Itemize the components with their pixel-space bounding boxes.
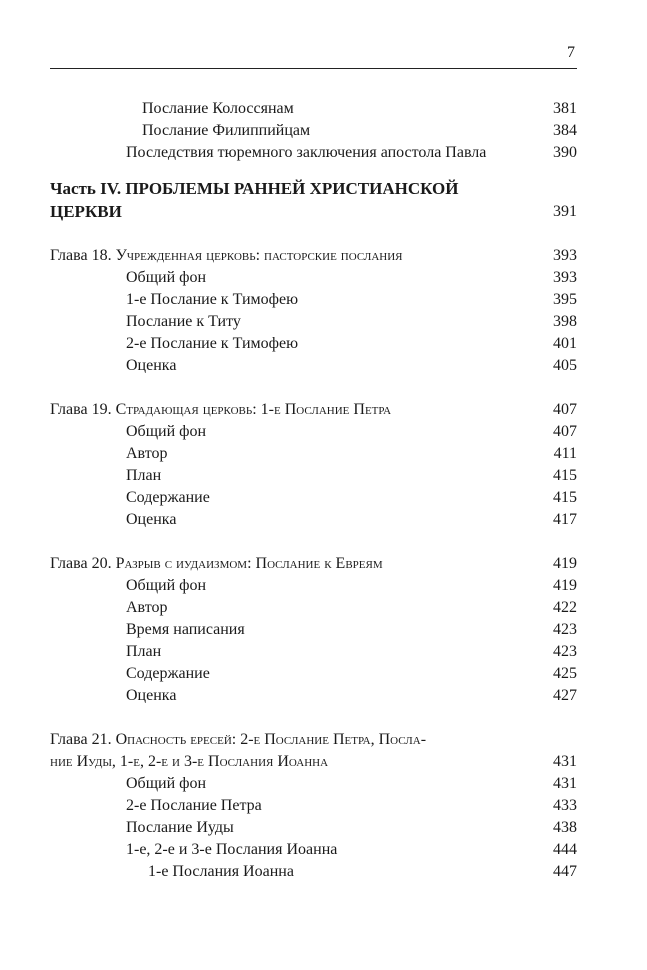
toc-entry-title: 1-е, 2-е и 3-е Послания Иоанна	[126, 841, 338, 858]
chapter-title: Разрыв с иудаизмом: Послание к Евреям	[115, 555, 383, 572]
toc-entry-page: 393	[553, 269, 577, 286]
toc-entry[interactable]	[50, 839, 577, 861]
toc-entry-page: 438	[553, 819, 577, 836]
toc-entry-title: Общий фон	[126, 775, 207, 792]
chapter-heading-continued[interactable]	[50, 751, 577, 773]
toc-entry-page: 415	[553, 467, 577, 484]
header-rule	[50, 68, 577, 69]
chapter-label: Глава 21.	[50, 731, 112, 748]
toc-entry[interactable]	[50, 641, 577, 663]
toc-entry-page: 423	[553, 621, 577, 638]
toc-entry-page: 425	[553, 665, 577, 682]
chapter-title-line1: Опасность ересей: 2-е Послание Петра, Посла-	[115, 731, 427, 748]
chapter-19	[50, 399, 577, 531]
toc-entry-page: 427	[553, 687, 577, 704]
toc-entry-page: 398	[553, 313, 577, 330]
part-title-line1: Часть IV. ПРОБЛЕМЫ РАННЕЙ ХРИСТИАНСКОЙ	[50, 179, 459, 198]
toc-subentry[interactable]	[50, 861, 577, 883]
chapter-heading[interactable]	[50, 729, 577, 751]
toc-entry-page: 411	[553, 445, 577, 462]
toc-entry-title: Послание Филиппийцам	[142, 122, 311, 139]
toc-entry-title: План	[126, 643, 162, 660]
toc-entry-page: 381	[553, 100, 577, 117]
part-heading[interactable]	[50, 177, 577, 223]
toc-entry-title: Общий фон	[126, 423, 207, 440]
toc-entry-page: 395	[553, 291, 577, 308]
chapter-page: 431	[553, 753, 577, 770]
toc-entry-title: Содержание	[126, 489, 210, 506]
toc-entry-title: 1-е Послания Иоанна	[148, 863, 294, 880]
toc-entry[interactable]	[50, 311, 577, 333]
toc-entry-title: План	[126, 467, 162, 484]
toc-entry[interactable]	[50, 487, 577, 509]
toc-entry-title: Послание Иуды	[126, 819, 234, 836]
toc-entry[interactable]	[50, 142, 577, 164]
toc-entry-page: 415	[553, 489, 577, 506]
toc-entry[interactable]	[50, 421, 577, 443]
toc-entry-title: Общий фон	[126, 577, 207, 594]
chapter-page: 419	[553, 555, 577, 572]
toc-entry[interactable]	[50, 509, 577, 531]
toc-entry-title: Автор	[126, 599, 168, 616]
toc-entry[interactable]	[50, 120, 577, 142]
toc-entry-title: Послание к Титу	[126, 313, 241, 330]
toc-entry-page: 444	[553, 841, 577, 858]
toc-entry[interactable]	[50, 355, 577, 377]
toc-entry-page: 390	[553, 144, 577, 161]
chapter-18	[50, 245, 577, 377]
toc-entry-title: Оценка	[126, 687, 177, 704]
toc-entry[interactable]	[50, 773, 577, 795]
toc-entry-page: 417	[553, 511, 577, 528]
toc-entry[interactable]	[50, 795, 577, 817]
toc-entry-title: Общий фон	[126, 269, 207, 286]
table-of-contents	[50, 98, 577, 883]
chapter-title: Страдающая церковь: 1-е Послание Петра	[115, 401, 392, 418]
toc-entry-page: 422	[553, 599, 577, 616]
toc-entry-title: Оценка	[126, 357, 177, 374]
toc-entry-page: 419	[553, 577, 577, 594]
toc-entry-title: Оценка	[126, 511, 177, 528]
toc-entry-title: 2-е Послание Петра	[126, 797, 262, 814]
toc-entry-page: 447	[553, 863, 577, 880]
toc-entry[interactable]	[50, 575, 577, 597]
toc-entry[interactable]	[50, 443, 577, 465]
toc-entry-page: 384	[553, 122, 577, 139]
chapter-20	[50, 553, 577, 707]
chapter-title: Учрежденная церковь: пасторские послания	[115, 247, 403, 264]
toc-entry[interactable]	[50, 465, 577, 487]
chapter-heading[interactable]	[50, 245, 577, 267]
chapter-title-line2: ние Иуды, 1-е, 2-е и 3-е Послания Иоанна	[50, 753, 329, 770]
toc-entry[interactable]	[50, 597, 577, 619]
toc-entry-title: Последствия тюремного заключения апостола Павла	[126, 144, 487, 161]
toc-entry[interactable]	[50, 817, 577, 839]
toc-entry-title: Время написания	[126, 621, 245, 638]
chapter-21	[50, 729, 577, 883]
part-title-line2: ЦЕРКВИ	[50, 202, 122, 221]
toc-entry-page: 407	[553, 423, 577, 440]
part-page: 391	[553, 203, 577, 220]
toc-entry[interactable]	[50, 267, 577, 289]
chapter-label: Глава 18.	[50, 247, 112, 264]
toc-entry[interactable]	[50, 333, 577, 355]
toc-entry-page: 433	[553, 797, 577, 814]
chapter-page: 407	[553, 401, 577, 418]
chapter-heading[interactable]	[50, 399, 577, 421]
toc-entry[interactable]	[50, 685, 577, 707]
toc-entry-title: 1-е Послание к Тимофею	[126, 291, 299, 308]
chapter-page: 393	[553, 247, 577, 264]
toc-entry-page: 423	[553, 643, 577, 660]
toc-entry[interactable]	[50, 98, 577, 120]
toc-entry-page: 431	[553, 775, 577, 792]
page-number: 7	[567, 44, 575, 61]
toc-entry[interactable]	[50, 289, 577, 311]
toc-entry-title: 2-е Послание к Тимофею	[126, 335, 299, 352]
toc-entry[interactable]	[50, 619, 577, 641]
toc-entry-title: Послание Колоссянам	[142, 100, 294, 117]
chapter-label: Глава 20.	[50, 555, 112, 572]
toc-entry[interactable]	[50, 663, 577, 685]
toc-entry-title: Автор	[126, 445, 168, 462]
toc-entry-title: Содержание	[126, 665, 210, 682]
toc-entry-page: 401	[553, 335, 577, 352]
toc-entry-page: 405	[553, 357, 577, 374]
chapter-heading[interactable]	[50, 553, 577, 575]
chapter-label: Глава 19.	[50, 401, 112, 418]
